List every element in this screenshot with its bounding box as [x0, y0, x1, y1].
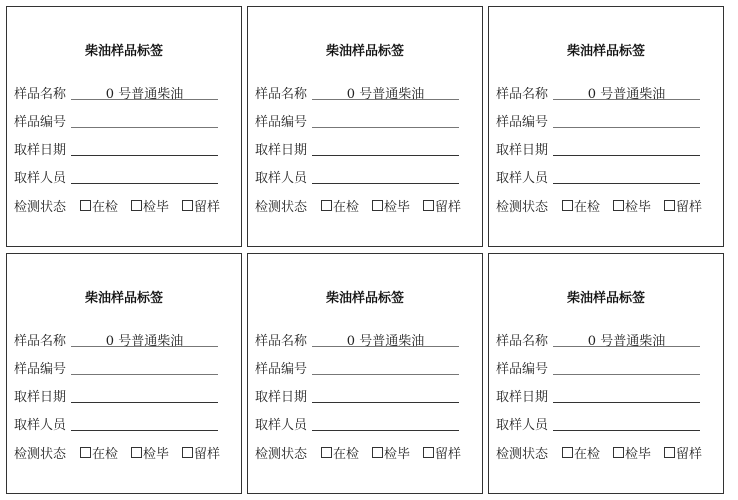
- label-title: 柴油样品标签: [84, 44, 163, 59]
- status-option-retained[interactable]: [423, 196, 461, 215]
- field-person-label: 取样人员: [496, 418, 549, 433]
- status-option-label: 在检: [92, 447, 119, 462]
- field-sample-number: [255, 358, 476, 378]
- field-number-line: [312, 127, 459, 128]
- status-option-retained[interactable]: [664, 443, 702, 462]
- field-date-line: [312, 402, 459, 403]
- field-person-line: [71, 430, 218, 431]
- checkbox-icon[interactable]: [423, 447, 434, 458]
- field-person-label: 取样人员: [14, 418, 67, 433]
- field-sampling-date: [14, 139, 235, 159]
- field-date-label: 取样日期: [255, 143, 308, 158]
- field-sample-number: [14, 358, 235, 378]
- field-name-value: 0 号普通柴油: [587, 87, 666, 102]
- field-test-status: [14, 196, 235, 216]
- field-number-line: [71, 374, 218, 375]
- status-option-done[interactable]: [131, 443, 169, 462]
- status-option-retained[interactable]: [182, 443, 220, 462]
- status-option-label: 留样: [435, 200, 462, 215]
- status-option-done[interactable]: [372, 196, 410, 215]
- status-option-done[interactable]: [613, 443, 651, 462]
- field-date-label: 取样日期: [496, 390, 549, 405]
- field-date-line: [312, 155, 459, 156]
- field-sample-number: [496, 358, 717, 378]
- field-status-label: 检测状态: [496, 200, 549, 215]
- status-option-label: 检毕: [143, 200, 170, 215]
- field-person-line: [312, 430, 459, 431]
- status-option-done[interactable]: [131, 196, 169, 215]
- status-option-done[interactable]: [613, 196, 651, 215]
- field-status-label: 检测状态: [255, 200, 308, 215]
- checkbox-icon[interactable]: [131, 200, 142, 211]
- status-option-label: 在检: [333, 200, 360, 215]
- field-number-label: 样品编号: [14, 115, 67, 130]
- sample-label: [247, 6, 483, 247]
- status-option-retained[interactable]: [182, 196, 220, 215]
- checkbox-icon[interactable]: [80, 200, 91, 211]
- status-option-label: 检毕: [625, 447, 652, 462]
- field-name-line: [553, 99, 700, 100]
- field-name-line: [312, 99, 459, 100]
- field-sampling-person: [496, 414, 717, 434]
- field-test-status: [255, 443, 476, 463]
- checkbox-icon[interactable]: [664, 200, 675, 211]
- status-option-label: 留样: [676, 447, 703, 462]
- field-name-line: [312, 346, 459, 347]
- status-option-label: 在检: [574, 447, 601, 462]
- status-option-done[interactable]: [372, 443, 410, 462]
- field-number-label: 样品编号: [14, 362, 67, 377]
- field-name-label: 样品名称: [14, 87, 67, 102]
- status-option-label: 检毕: [143, 447, 170, 462]
- checkbox-icon[interactable]: [80, 447, 91, 458]
- sample-label: [6, 253, 242, 494]
- field-sample-name: [496, 83, 717, 103]
- checkbox-icon[interactable]: [613, 200, 624, 211]
- field-sample-name: [255, 83, 476, 103]
- field-sample-number: [496, 111, 717, 131]
- field-person-label: 取样人员: [14, 171, 67, 186]
- field-date-label: 取样日期: [14, 143, 67, 158]
- field-status-label: 检测状态: [14, 200, 67, 215]
- field-name-value: 0 号普通柴油: [346, 87, 425, 102]
- field-name-value: 0 号普通柴油: [346, 334, 425, 349]
- status-option-retained[interactable]: [423, 443, 461, 462]
- field-name-line: [553, 346, 700, 347]
- field-number-label: 样品编号: [255, 362, 308, 377]
- field-date-label: 取样日期: [255, 390, 308, 405]
- checkbox-icon[interactable]: [321, 447, 332, 458]
- field-sampling-date: [496, 386, 717, 406]
- field-person-label: 取样人员: [496, 171, 549, 186]
- sample-label: [247, 253, 483, 494]
- field-person-line: [553, 183, 700, 184]
- checkbox-icon[interactable]: [664, 447, 675, 458]
- field-person-line: [312, 183, 459, 184]
- field-name-label: 样品名称: [14, 334, 67, 349]
- field-date-line: [553, 402, 700, 403]
- field-sample-name: [496, 330, 717, 350]
- field-sampling-person: [255, 167, 476, 187]
- field-sample-name: [14, 83, 235, 103]
- field-sample-number: [255, 111, 476, 131]
- field-number-line: [71, 127, 218, 128]
- checkbox-icon[interactable]: [372, 447, 383, 458]
- field-number-line: [553, 127, 700, 128]
- field-person-line: [71, 183, 218, 184]
- checkbox-icon[interactable]: [423, 200, 434, 211]
- field-name-value: 0 号普通柴油: [587, 334, 666, 349]
- field-date-line: [71, 155, 218, 156]
- field-test-status: [496, 196, 717, 216]
- field-date-label: 取样日期: [496, 143, 549, 158]
- status-option-label: 留样: [194, 200, 221, 215]
- field-name-label: 样品名称: [255, 334, 308, 349]
- field-number-line: [312, 374, 459, 375]
- field-sampling-person: [14, 414, 235, 434]
- status-option-label: 留样: [435, 447, 462, 462]
- field-sampling-person: [496, 167, 717, 187]
- field-name-label: 样品名称: [496, 87, 549, 102]
- field-status-label: 检测状态: [255, 447, 308, 462]
- checkbox-icon[interactable]: [182, 447, 193, 458]
- status-option-label: 在检: [92, 200, 119, 215]
- field-status-label: 检测状态: [496, 447, 549, 462]
- checkbox-icon[interactable]: [562, 200, 573, 211]
- field-sample-name: [14, 330, 235, 350]
- checkbox-icon[interactable]: [131, 447, 142, 458]
- field-person-label: 取样人员: [255, 418, 308, 433]
- field-test-status: [255, 196, 476, 216]
- status-option-testing[interactable]: [562, 443, 600, 462]
- field-sample-name: [255, 330, 476, 350]
- status-option-testing[interactable]: [80, 443, 118, 462]
- field-test-status: [14, 443, 235, 463]
- checkbox-icon[interactable]: [321, 200, 332, 211]
- sample-label: [488, 6, 724, 247]
- status-option-label: 留样: [676, 200, 703, 215]
- field-number-label: 样品编号: [496, 362, 549, 377]
- checkbox-icon[interactable]: [182, 200, 193, 211]
- field-name-value: 0 号普通柴油: [105, 334, 184, 349]
- field-name-line: [71, 346, 218, 347]
- status-option-label: 检毕: [384, 447, 411, 462]
- field-number-label: 样品编号: [496, 115, 549, 130]
- field-sampling-person: [255, 414, 476, 434]
- field-sampling-person: [14, 167, 235, 187]
- field-date-line: [553, 155, 700, 156]
- status-option-label: 在检: [574, 200, 601, 215]
- field-name-value: 0 号普通柴油: [105, 87, 184, 102]
- status-option-retained[interactable]: [664, 196, 702, 215]
- field-number-line: [553, 374, 700, 375]
- field-date-line: [71, 402, 218, 403]
- label-title: 柴油样品标签: [325, 291, 404, 306]
- field-person-label: 取样人员: [255, 171, 308, 186]
- status-option-label: 留样: [194, 447, 221, 462]
- status-option-label: 在检: [333, 447, 360, 462]
- field-sampling-date: [255, 139, 476, 159]
- field-name-label: 样品名称: [496, 334, 549, 349]
- field-date-label: 取样日期: [14, 390, 67, 405]
- label-title: 柴油样品标签: [325, 44, 404, 59]
- sample-label: [488, 253, 724, 494]
- field-name-label: 样品名称: [255, 87, 308, 102]
- checkbox-icon[interactable]: [613, 447, 624, 458]
- checkbox-icon[interactable]: [562, 447, 573, 458]
- field-name-line: [71, 99, 218, 100]
- status-option-testing[interactable]: [321, 196, 359, 215]
- field-sampling-date: [496, 139, 717, 159]
- status-option-label: 检毕: [625, 200, 652, 215]
- field-status-label: 检测状态: [14, 447, 67, 462]
- field-sampling-date: [255, 386, 476, 406]
- status-option-testing[interactable]: [321, 443, 359, 462]
- status-option-label: 检毕: [384, 200, 411, 215]
- status-option-testing[interactable]: [562, 196, 600, 215]
- checkbox-icon[interactable]: [372, 200, 383, 211]
- label-title: 柴油样品标签: [566, 44, 645, 59]
- field-test-status: [496, 443, 717, 463]
- field-sample-number: [14, 111, 235, 131]
- label-title: 柴油样品标签: [566, 291, 645, 306]
- label-title: 柴油样品标签: [84, 291, 163, 306]
- sample-label: [6, 6, 242, 247]
- status-option-testing[interactable]: [80, 196, 118, 215]
- field-number-label: 样品编号: [255, 115, 308, 130]
- field-sampling-date: [14, 386, 235, 406]
- field-person-line: [553, 430, 700, 431]
